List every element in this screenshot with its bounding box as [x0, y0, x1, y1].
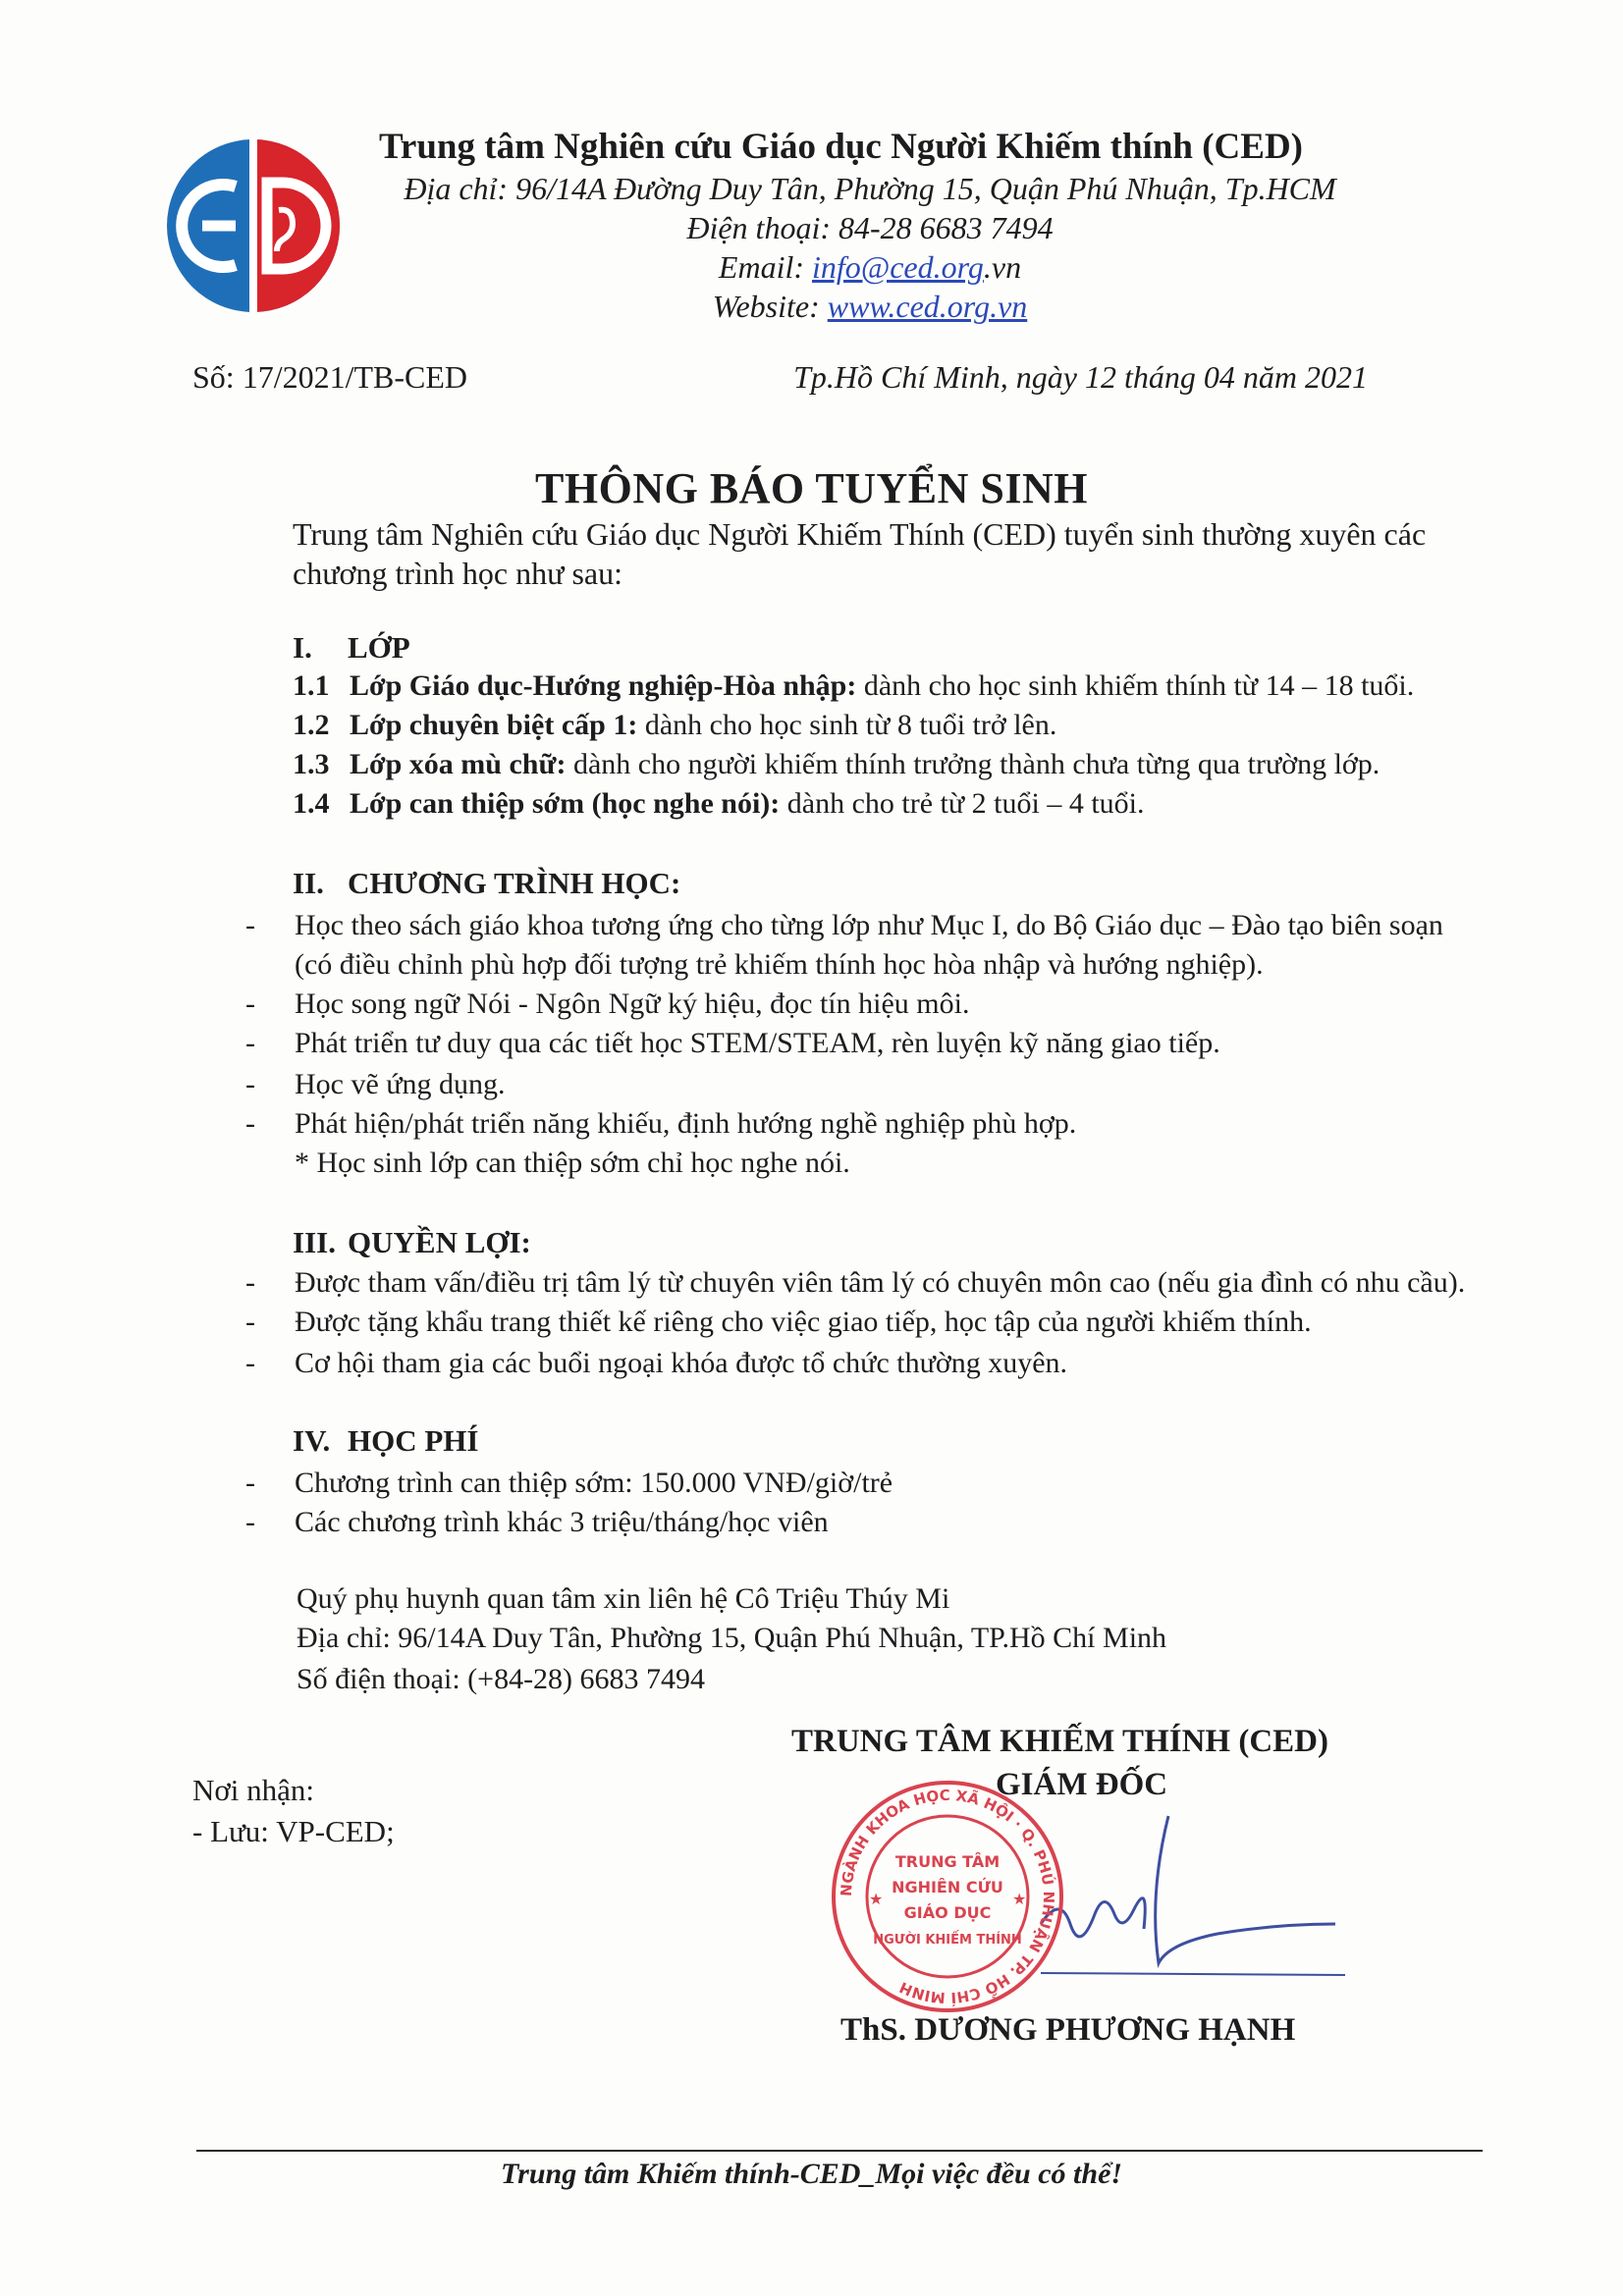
section-1-number: I. — [293, 630, 312, 665]
class-item-number: 1.3 — [293, 748, 330, 780]
org-address: Địa chỉ: 96/14A Đường Duy Tân, Phường 15, Quận Phú Nhuận, Tp.HCM — [404, 171, 1336, 206]
list-item-text: (có điều chỉnh phù hợp đối tượng trẻ khiếm thính học hòa nhập và hướng nghiệp). — [295, 948, 1264, 981]
list-item-text: Học theo sách giáo khoa tương ứng cho từng lớp như Mục I, do Bộ Giáo dục – Đào tạo biên soạn — [295, 909, 1443, 941]
website-label: Website: — [712, 289, 828, 324]
class-item-number: 1.2 — [293, 709, 330, 741]
section-1-heading — [293, 630, 410, 666]
list-item: - Học theo sách giáo khoa tương ứng cho từng lớp như Mục I, do Bộ Giáo dục – Đào tạo biên soạn — [245, 909, 1443, 941]
list-item-text: Cơ hội tham gia các buổi ngoại khóa được tổ chức thường xuyên. — [295, 1347, 1068, 1379]
list-item-text: Được tham vấn/điều trị tâm lý từ chuyên viên tâm lý có chuyên môn cao (nếu gia đình có nhu cầu). — [295, 1266, 1466, 1299]
stamp-outer-text: NGÀNH KHOA HỌC XÃ HỘI · Q. PHÚ NHUẬN TP. HỒ CHÍ MINH — [837, 1786, 1058, 2007]
org-phone: Điện thoại: 84-28 6683 7494 — [686, 210, 1054, 245]
class-item-name: Lớp Giáo dục-Hướng nghiệp-Hòa nhập: — [350, 669, 857, 702]
class-item — [293, 709, 1056, 742]
class-item — [293, 787, 1145, 821]
section-2-heading — [293, 866, 680, 901]
list-item-text: Học song ngữ Nói - Ngôn Ngữ ký hiệu, đọc tín hiệu môi. — [295, 988, 970, 1020]
signer-name: ThS. DƯƠNG PHƯƠNG HẠNH — [840, 2012, 1296, 2048]
signature-position: GIÁM ĐỐC — [996, 1767, 1168, 1802]
contact-phone: Số điện thoại: (+84-28) 6683 7494 — [297, 1663, 706, 1695]
section-2-note: * Học sinh lớp can thiệp sớm chỉ học nghe nói. — [295, 1147, 850, 1179]
contact-person: Quý phụ huynh quan tâm xin liên hệ Cô Triệu Thúy Mi — [297, 1582, 950, 1615]
class-item-desc: dành cho học sinh khiếm thính từ 14 – 18 tuổi. — [856, 669, 1415, 702]
list-item: - Phát triển tư duy qua các tiết học STEM/STEAM, rèn luyện kỹ năng giao tiếp. — [245, 1027, 1220, 1059]
class-item-number: 1.4 — [293, 787, 330, 820]
stamp-inner-line: NGHIÊN CỨU — [892, 1878, 1003, 1896]
section-2-number: II. — [293, 866, 324, 900]
signature-org: TRUNG TÂM KHIẾM THÍNH (CED) — [791, 1724, 1328, 1759]
section-4-number: IV. — [293, 1423, 331, 1458]
footer-divider — [196, 2150, 1483, 2152]
class-item — [293, 748, 1380, 781]
list-item: - Chương trình can thiệp sớm: 150.000 VNĐ/giờ/trẻ — [245, 1467, 893, 1499]
list-item: - Học song ngữ Nói - Ngôn Ngữ ký hiệu, đọc tín hiệu môi. — [245, 988, 970, 1020]
website-link[interactable]: www.ced.org.vn — [827, 289, 1028, 324]
footer-slogan: Trung tâm Khiếm thính-CED_Mọi việc đều có thể! — [500, 2158, 1123, 2190]
list-item-text: Phát hiện/phát triển năng khiếu, định hướng nghề nghiệp phù hợp. — [295, 1107, 1077, 1140]
recipients-item: - Lưu: VP-CED; — [192, 1814, 395, 1848]
email-label: Email: — [718, 249, 812, 285]
intro-paragraph: Trung tâm Nghiên cứu Giáo dục Người Khiếm Thính (CED) tuyển sinh thường xuyên các chương trình học như sau: — [293, 516, 1427, 591]
list-item: - Học vẽ ứng dụng. — [245, 1068, 506, 1100]
section-3-heading — [293, 1225, 531, 1260]
list-item-continuation — [245, 948, 1264, 982]
class-item-name: Lớp chuyên biệt cấp 1: — [350, 709, 638, 741]
list-item: - Phát hiện/phát triển năng khiếu, định hướng nghề nghiệp phù hợp. — [245, 1107, 1077, 1140]
org-email — [379, 249, 1361, 286]
list-item-text: Các chương trình khác 3 triệu/tháng/học viên — [295, 1506, 829, 1538]
list-item-text: Phát triển tư duy qua các tiết học STEM/STEAM, rèn luyện kỹ năng giao tiếp. — [295, 1027, 1220, 1059]
contact-address: Địa chỉ: 96/14A Duy Tân, Phường 15, Quận Phú Nhuận, TP.Hồ Chí Minh — [297, 1622, 1167, 1654]
document-date: Tp.Hồ Chí Minh, ngày 12 tháng 04 năm 2021 — [793, 359, 1368, 395]
class-item-desc: dành cho học sinh từ 8 tuổi trở lên. — [637, 709, 1057, 741]
official-stamp — [830, 1779, 1065, 2014]
section-4-title: HỌC PHÍ — [348, 1423, 479, 1458]
list-item: - Các chương trình khác 3 triệu/tháng/học viên — [245, 1506, 829, 1538]
stamp-inner-line: GIÁO DỤC — [903, 1903, 992, 1922]
list-item: - Được tham vấn/điều trị tâm lý từ chuyên viên tâm lý có chuyên môn cao (nếu gia đình có nhu cầu). — [245, 1266, 1466, 1299]
list-item: - Cơ hội tham gia các buổi ngoại khóa được tổ chức thường xuyên. — [245, 1347, 1068, 1379]
class-item-name: Lớp xóa mù chữ: — [350, 748, 567, 780]
org-website — [379, 289, 1361, 325]
document-title: THÔNG BÁO TUYỂN SINH — [535, 464, 1088, 512]
list-item-text: Chương trình can thiệp sớm: 150.000 VNĐ/giờ/trẻ — [295, 1467, 893, 1499]
section-1-title: LỚP — [348, 630, 410, 665]
class-item-number: 1.1 — [293, 669, 330, 702]
section-4-heading — [293, 1423, 478, 1459]
class-item-desc: dành cho trẻ từ 2 tuổi – 4 tuổi. — [780, 787, 1145, 820]
org-name: Trung tâm Nghiên cứu Giáo dục Người Khiếm thính (CED) — [379, 127, 1303, 167]
class-item-desc: dành cho người khiếm thính trưởng thành chưa từng qua trường lớp. — [566, 748, 1380, 780]
class-item — [293, 669, 1414, 703]
section-3-number: III. — [293, 1225, 336, 1259]
document-number: Số: 17/2021/TB-CED — [192, 359, 468, 395]
ced-logo — [165, 137, 342, 314]
stamp-inner-line: TRUNG TÂM — [894, 1852, 1001, 1871]
class-item-name: Lớp can thiệp sớm (học nghe nói): — [350, 787, 781, 820]
stamp-inner-line: NGƯỜI KHIẾM THÍNH — [873, 1933, 1022, 1948]
stamp-star-icon: ★ — [1012, 1890, 1027, 1908]
email-tail: .vn — [983, 249, 1022, 285]
handwritten-signature — [1021, 1806, 1355, 1993]
email-link[interactable]: info@ced.org — [812, 249, 984, 285]
recipients-label: Nơi nhận: — [192, 1773, 315, 1807]
list-item-text: Được tặng khẩu trang thiết kế riêng cho việc giao tiếp, học tập của người khiếm thính. — [295, 1306, 1312, 1338]
section-2-title: CHƯƠNG TRÌNH HỌC: — [348, 866, 681, 900]
section-3-title: QUYỀN LỢI: — [348, 1225, 531, 1259]
list-item-text: Học vẽ ứng dụng. — [295, 1068, 506, 1100]
stamp-star-icon: ★ — [869, 1890, 884, 1908]
list-item: - Được tặng khẩu trang thiết kế riêng cho việc giao tiếp, học tập của người khiếm thính. — [245, 1306, 1312, 1338]
